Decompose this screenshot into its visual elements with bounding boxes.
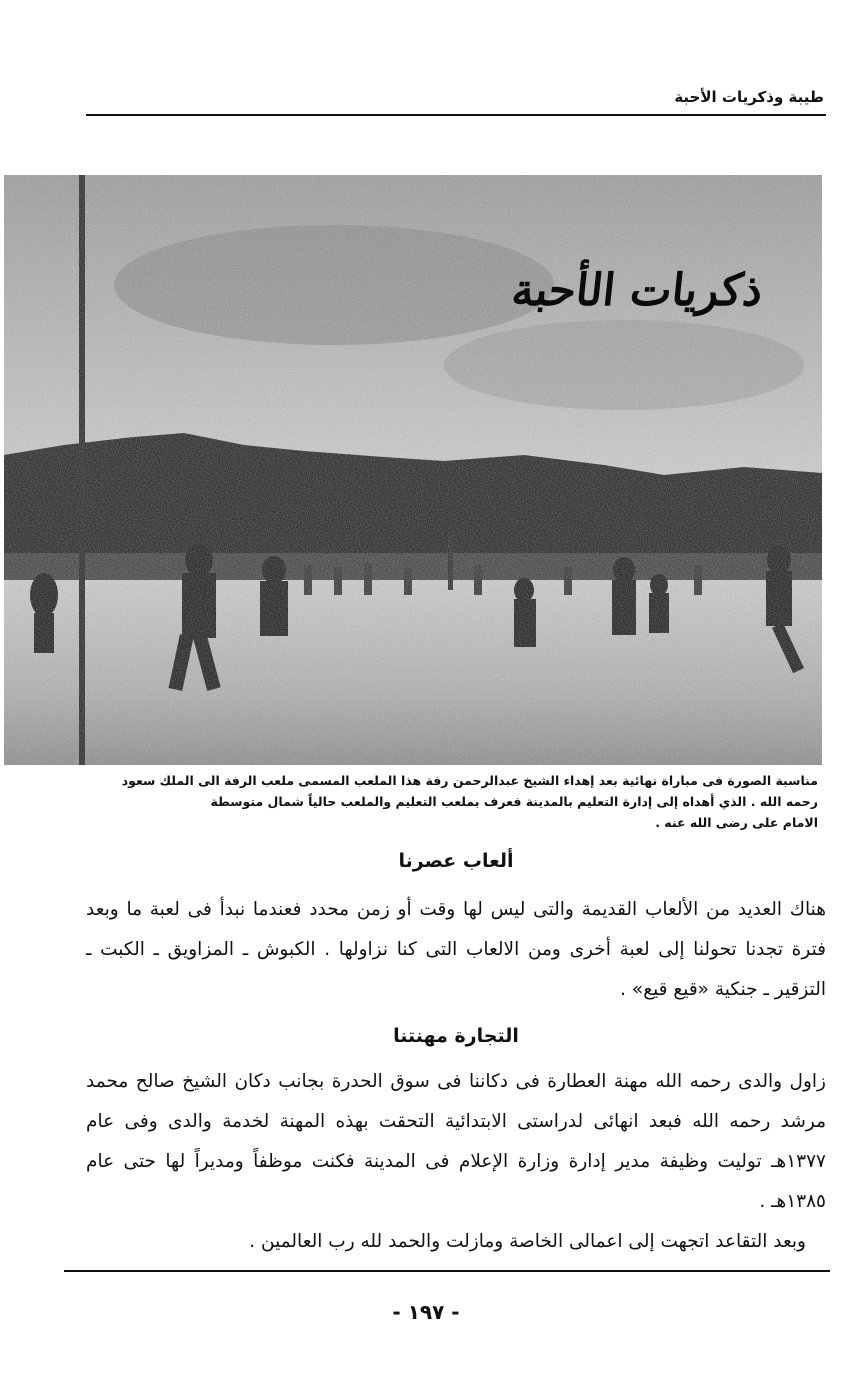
header-divider (86, 114, 826, 116)
section-body-trade (86, 1062, 826, 1262)
paragraph: زاول والدى رحمه الله مهنة العطارة فى دكاننا فى سوق الحدرة بجانب دكان الشيخ صالح محمد مرشد رحمه الله فبعد انهائى لدراستى الابتدائية التحقت بهذه المهنة لخدمة والدى وفى عام ١٣٧٧هـ توليت وظيفة مدير إدارة وزارة الإعلام فى المدينة فكنت موظفاً ومديراً لها حتى عام ١٣٨٥هـ . (86, 1071, 826, 1212)
section-heading-trade: التجارة مهنتنا (393, 1025, 519, 1047)
running-header: طيبة وذكريات الأحبة (674, 88, 824, 106)
page-number: - ١٩٧ - (392, 1300, 460, 1324)
footer-divider (64, 1270, 830, 1272)
caption-line: مناسبة الصورة فى مباراة نهائية بعد إهداء الشيخ عبدالرحمن رفة هذا الملعب المسمى ملعب الرفة الى الملك سعود (121, 773, 818, 788)
photo-overlay-title: ذكريات الأحبة (508, 265, 765, 316)
photo-illustration (4, 175, 822, 765)
caption-line: رحمه الله . الذي أهداه إلى إدارة التعليم بالمدينة فعرف بملعب التعليم والملعب حالياً شمال متوسطة (210, 794, 818, 809)
paragraph: هناك العديد من الألعاب القديمة والتى ليس لها وقت أو زمن محدد فعندما نبدأ فى لعبة ما وبعد فترة تجدنا تحولنا إلى لعبة أخرى ومن الالعاب التى كنا نزاولها . الكبوش ـ المزاويق ـ الكبت ـ التزقير ـ جنكية «قيع قيع» . (86, 899, 826, 1000)
section-body-games (86, 890, 826, 1010)
football-match-photo (4, 175, 822, 765)
caption-line: الامام على رضى الله عنه . (655, 815, 818, 830)
section-heading-games: ألعاب عصرنا (398, 850, 514, 872)
paragraph: وبعد التقاعد اتجهت إلى اعمالى الخاصة ومازلت والحمد لله رب العالمين . (249, 1231, 806, 1252)
photo-caption (40, 770, 818, 833)
